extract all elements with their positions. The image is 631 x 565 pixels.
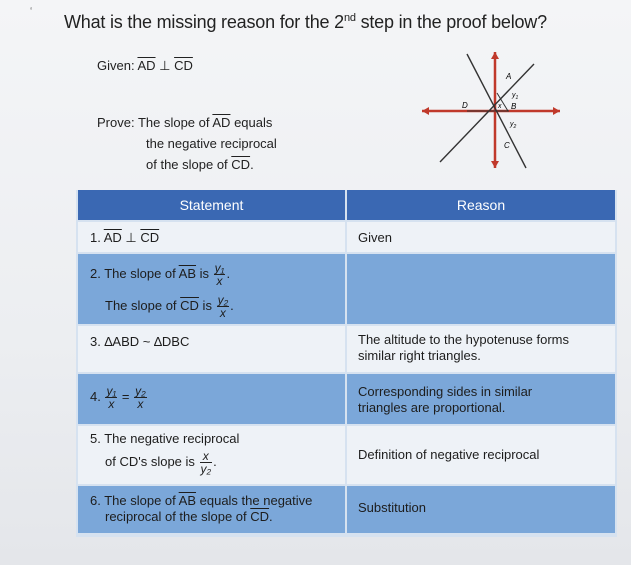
svg-text:x: x bbox=[498, 103, 502, 110]
proof-row-5: 5. The negative reciprocal of CD's slope is $\frac{x}{\text{y₂}}$ . Definition of negative reciprocal bbox=[76, 426, 617, 484]
prove-statement: Prove: The slope of $\overline{AD}$ equals the negative reciprocal of the slope of $\overline{CD}$. bbox=[97, 115, 277, 172]
proof-row-3: 3. ∆ABD ~ ∆DBC The altitude to the hypotenuse forms similar right triangles. bbox=[76, 326, 617, 372]
proof-row-1: 1. $\overline{AD}$ ⊥ $\overline{CD}$ Given bbox=[76, 222, 617, 252]
svg-text:A: A bbox=[506, 72, 512, 81]
corner-mark: ‘ bbox=[30, 6, 33, 17]
given-statement: Given: $\overline{AD}$ ⊥ $\overline{CD}$ bbox=[97, 58, 193, 73]
svg-text:C: C bbox=[504, 141, 510, 150]
line-db bbox=[440, 64, 534, 162]
proof-row-6: 6. The slope of $\overline{AB}$ equals the negative reciprocal of the slope of $\overline{CD}$. Substitution bbox=[76, 486, 617, 533]
svg-text:y2: $y_2$ bbox=[510, 121, 517, 130]
reason-1: Given bbox=[358, 230, 392, 245]
missing-reason-cell bbox=[347, 254, 615, 324]
coordinate-diagram bbox=[422, 50, 562, 170]
proof-table bbox=[76, 190, 617, 537]
reason-header: Reason bbox=[347, 190, 615, 220]
question-text: What is the missing reason for the 2nd step in the proof below? bbox=[64, 12, 547, 32]
svg-text:D: D bbox=[462, 101, 468, 110]
proof-row-2: 2. The slope of $\overline{AB}$ is $\frac{\text{y₁}}{x}$ . The slope of $\overline{CD}$ is $\frac{\text{y₂}}{x}$ . bbox=[76, 254, 617, 324]
svg-text:B: B bbox=[511, 102, 517, 111]
svg-text:y1: $y_1$ bbox=[512, 92, 519, 101]
statement-header: Statement bbox=[78, 190, 345, 220]
proof-row-4: 4. $\frac{\text{y₁}}{x}$ = $\frac{\text{y₂}}{x}$ Corresponding sides in similar triangles are proportional. bbox=[76, 374, 617, 424]
